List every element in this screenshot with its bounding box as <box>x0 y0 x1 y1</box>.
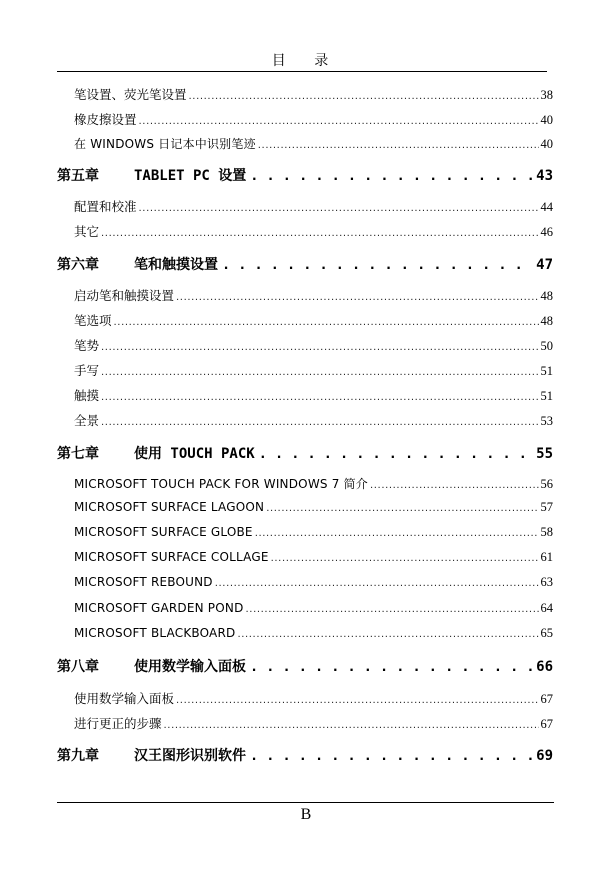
toc-chapter[interactable] <box>57 656 553 676</box>
toc-entry[interactable] <box>74 286 553 304</box>
chapter-title: 汉王图形识别软件 <box>134 748 246 764</box>
toc-entry[interactable] <box>74 475 553 492</box>
toc-entry-page: 58 <box>540 525 553 539</box>
toc-entry-page: 50 <box>540 339 553 353</box>
toc-entry-page: 51 <box>540 364 553 378</box>
dot-leader <box>101 342 538 353</box>
toc-entry[interactable] <box>74 575 553 590</box>
footer-rule <box>57 802 554 803</box>
dot-leader <box>215 578 539 589</box>
toc-entry[interactable] <box>74 85 553 103</box>
toc-entry-page: 40 <box>540 137 553 151</box>
toc-entry-label: 橡皮擦设置 <box>74 112 137 127</box>
toc-entry-page: 67 <box>540 717 553 731</box>
chapter-number: 第六章 <box>57 257 99 273</box>
toc-entry-label: 进行更正的步骤 <box>74 716 162 731</box>
toc-entry-label: MICROSOFT SURFACE GLOBE <box>74 525 253 539</box>
dot-leader <box>114 317 539 328</box>
dot-leader <box>139 116 539 127</box>
toc-entry-label: MICROSOFT GARDEN POND <box>74 601 244 615</box>
chapter-number: 第五章 <box>57 168 99 184</box>
toc-chapter[interactable] <box>57 254 553 274</box>
toc-entry[interactable] <box>74 361 553 379</box>
dot-leader <box>271 553 539 564</box>
chapter-page: 47 <box>536 257 553 273</box>
toc-entry[interactable] <box>74 714 553 732</box>
toc-entry-label: 使用数学输入面板 <box>74 691 175 706</box>
dot-leader <box>259 446 532 462</box>
chapter-title: 使用数学输入面板 <box>134 659 246 675</box>
toc-entry[interactable] <box>74 626 553 641</box>
toc-entry-label: MICROSOFT SURFACE LAGOON <box>74 500 265 514</box>
dot-leader <box>189 91 539 102</box>
toc-entry-label: 全景 <box>74 413 100 428</box>
dot-leader <box>266 503 538 514</box>
toc-entry-page: 67 <box>540 692 553 706</box>
dot-leader <box>101 417 538 428</box>
toc-entry[interactable] <box>74 311 553 329</box>
chapter-title: 使用 TOUCH PACK <box>134 446 255 462</box>
dot-leader <box>139 203 539 214</box>
toc-entry-page: 44 <box>540 200 553 214</box>
toc-entry-label: MICROSOFT SURFACE COLLAGE <box>74 550 269 564</box>
toc-entry-page: 46 <box>540 225 553 239</box>
toc-entry-label: 其它 <box>74 224 100 239</box>
toc-entry[interactable] <box>74 411 553 429</box>
toc-entry[interactable] <box>74 336 553 354</box>
dot-leader <box>250 168 532 184</box>
chapter-number: 第七章 <box>57 446 99 462</box>
toc-entry-page: 48 <box>540 289 553 303</box>
toc-entry-page: 48 <box>540 314 553 328</box>
dot-leader <box>258 140 539 151</box>
chapter-page: 69 <box>536 748 553 764</box>
toc-entry-label: MICROSOFT TOUCH PACK FOR WINDOWS 7 简介 <box>74 477 368 491</box>
toc-entry[interactable] <box>74 525 553 540</box>
dot-leader <box>250 748 532 764</box>
dot-leader <box>255 528 539 539</box>
toc-entry[interactable] <box>74 110 553 128</box>
toc-entry-label: 笔势 <box>74 338 100 353</box>
chapter-page: 43 <box>536 168 553 184</box>
toc-entry-label: 笔设置、荧光笔设置 <box>74 87 187 102</box>
toc-entry-page: 65 <box>540 626 553 640</box>
toc-entry[interactable] <box>74 689 553 707</box>
toc-entry-page: 53 <box>540 414 553 428</box>
toc-entry[interactable] <box>74 222 553 240</box>
toc-entry-label: 配置和校准 <box>74 199 137 214</box>
toc-entry[interactable] <box>74 550 553 565</box>
chapter-title: TABLET PC 设置 <box>134 168 247 184</box>
toc-entry-page: 57 <box>540 500 553 514</box>
dot-leader <box>101 228 538 239</box>
toc-entry-page: 63 <box>540 575 553 589</box>
dot-leader <box>176 695 538 706</box>
dot-leader <box>176 292 538 303</box>
toc-entry[interactable] <box>74 135 553 152</box>
chapter-title: 笔和触摸设置 <box>134 257 218 273</box>
chapter-number: 第九章 <box>57 748 99 764</box>
dot-leader <box>237 629 538 640</box>
toc-entry[interactable] <box>74 500 553 515</box>
dot-leader <box>246 604 539 615</box>
toc-entry-page: 38 <box>540 88 553 102</box>
toc-entry-label: 触摸 <box>74 388 100 403</box>
dot-leader <box>370 480 539 491</box>
chapter-page: 66 <box>536 659 553 675</box>
toc-chapter[interactable] <box>57 745 553 765</box>
toc-chapter[interactable] <box>57 165 553 185</box>
toc-entry-label: MICROSOFT REBOUND <box>74 575 213 589</box>
dot-leader <box>101 367 538 378</box>
dot-leader <box>222 257 532 273</box>
toc-entry-label: 笔选项 <box>74 313 112 328</box>
page-header-title: 目 录 <box>271 53 341 69</box>
chapter-number: 第八章 <box>57 659 99 675</box>
header-rule <box>57 71 547 72</box>
dot-leader <box>250 659 532 675</box>
toc-entry-label: 启动笔和触摸设置 <box>74 288 175 303</box>
page-footer-number: B <box>300 806 312 823</box>
toc-entry-label: MICROSOFT BLACKBOARD <box>74 626 236 640</box>
toc-entry[interactable] <box>74 601 553 616</box>
toc-entry[interactable] <box>74 386 553 404</box>
chapter-page: 55 <box>536 446 553 462</box>
toc-entry[interactable] <box>74 197 553 215</box>
toc-entry-label: 手写 <box>74 363 100 378</box>
toc-entry-page: 56 <box>540 477 553 491</box>
toc-entry-page: 51 <box>540 389 553 403</box>
toc-entry-label: 在 WINDOWS 日记本中识别笔迹 <box>74 137 256 151</box>
dot-leader <box>101 392 538 403</box>
toc-entry-page: 61 <box>540 550 553 564</box>
toc-entry-page: 64 <box>540 601 553 615</box>
toc-entry-page: 40 <box>540 113 553 127</box>
toc-chapter[interactable] <box>57 443 553 463</box>
dot-leader <box>164 720 539 731</box>
